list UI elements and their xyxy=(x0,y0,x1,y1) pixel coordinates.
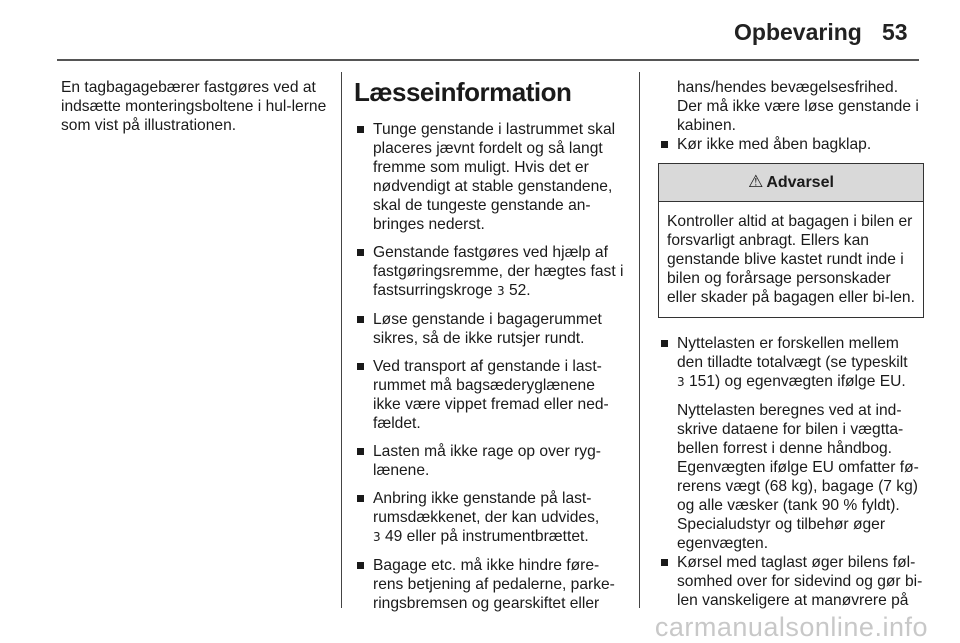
list-item: Lasten må ikke rage op over ryg-lænene. xyxy=(354,442,626,480)
list-item: Løse genstande i bagagerummet sikres, så de ikke rutsjer rundt. xyxy=(354,310,626,348)
page-ref-icon: 3 xyxy=(373,530,381,544)
warning-header xyxy=(659,164,923,202)
list-item: Anbring ikke genstande på last-rumsdækkenet, der kan udvides, 3 49 eller på instrumentbrættet. xyxy=(354,489,626,547)
page-ref[interactable]: 49 eller på instrumentbrættet. xyxy=(384,528,589,545)
header-rule xyxy=(57,59,919,61)
payload-calc-text: Nyttelasten beregnes ved at ind-skrive dataene for bilen i vægtta-bellen forrest i denne håndbog. xyxy=(677,402,904,457)
column-3 xyxy=(658,78,924,619)
curb-weight-text: Egenvægten ifølge EU omfatter fø-rerens vægt (68 kg), bagage (7 kg) og alle væsker (tank 90 % fyldt). xyxy=(677,459,919,514)
column-1 xyxy=(61,78,331,135)
list-item: Tunge genstande i lastrummet skal placeres jævnt fordelt og så langt fremme som muligt. Hvis det er nødvendigt at stable genstandene, skal de tungeste genstande an-bringes nederst. xyxy=(354,120,626,234)
watermark: carmanualsonline.info xyxy=(654,612,928,642)
continuation-text: hans/hendes bevægelsesfrihed. Der må ikke være løse genstande i kabinen. xyxy=(677,79,919,134)
list-item: Kørsel med taglast øger bilens føl-somhed over for sidevind og gør bi-len vanskeligere at manøvrere på xyxy=(658,553,924,610)
page-title: Opbevaring xyxy=(734,19,862,45)
page-ref-icon: 3 xyxy=(496,284,505,298)
list-item: Genstande fastgøres ved hjælp af fastgøringsremme, der hægtes fast i fastsurringskroge 3 52. xyxy=(354,243,626,301)
section-heading: Læsseinformation xyxy=(354,77,572,107)
warning-title: Advarsel xyxy=(766,174,834,191)
list-item: Kør ikke med åben bagklap. xyxy=(658,135,924,154)
warning-triangle-icon: ⚠ xyxy=(748,172,764,192)
page-ref-icon: 3 xyxy=(677,375,685,389)
page-ref[interactable]: 52. xyxy=(508,282,531,299)
column-2 xyxy=(354,78,626,622)
column-divider-1 xyxy=(341,72,342,608)
warning-text: Kontroller altid at bagagen i bilen er forsvarligt anbragt. Ellers kan genstande blive kastet rundt inde i bilen og forårsage personskader eller skader på bagagen eller bi-len. xyxy=(667,213,915,306)
list-item: Bagage etc. må ikke hindre føre-rens betjening af pedalerne, parke-ringsbremsen og gearskiftet eller xyxy=(354,556,626,613)
roof-rack-paragraph: En tagbagagebærer fastgøres ved at indsætte monteringsboltene i hul-lerne som vist på illustrationen. xyxy=(61,79,327,134)
special-equipment-text: Specialudstyr og tilbehør øger egenvægten. xyxy=(677,516,886,552)
loading-info-list xyxy=(354,120,626,613)
list-item: Ved transport af genstande i last-rummet må bagsæderyglænene ikke være vippet fremad eller ned-fældet. xyxy=(354,357,626,433)
page-number: 53 xyxy=(882,19,908,45)
column-divider-2 xyxy=(639,72,640,608)
list-item: Nyttelasten er forskellen mellem den tilladte totalvægt (se typeskilt 3 151) og egenvægten ifølge EU. xyxy=(658,334,924,392)
warning-box xyxy=(658,163,924,318)
page-ref[interactable]: 151) og egenvægten ifølge EU. xyxy=(688,373,906,390)
